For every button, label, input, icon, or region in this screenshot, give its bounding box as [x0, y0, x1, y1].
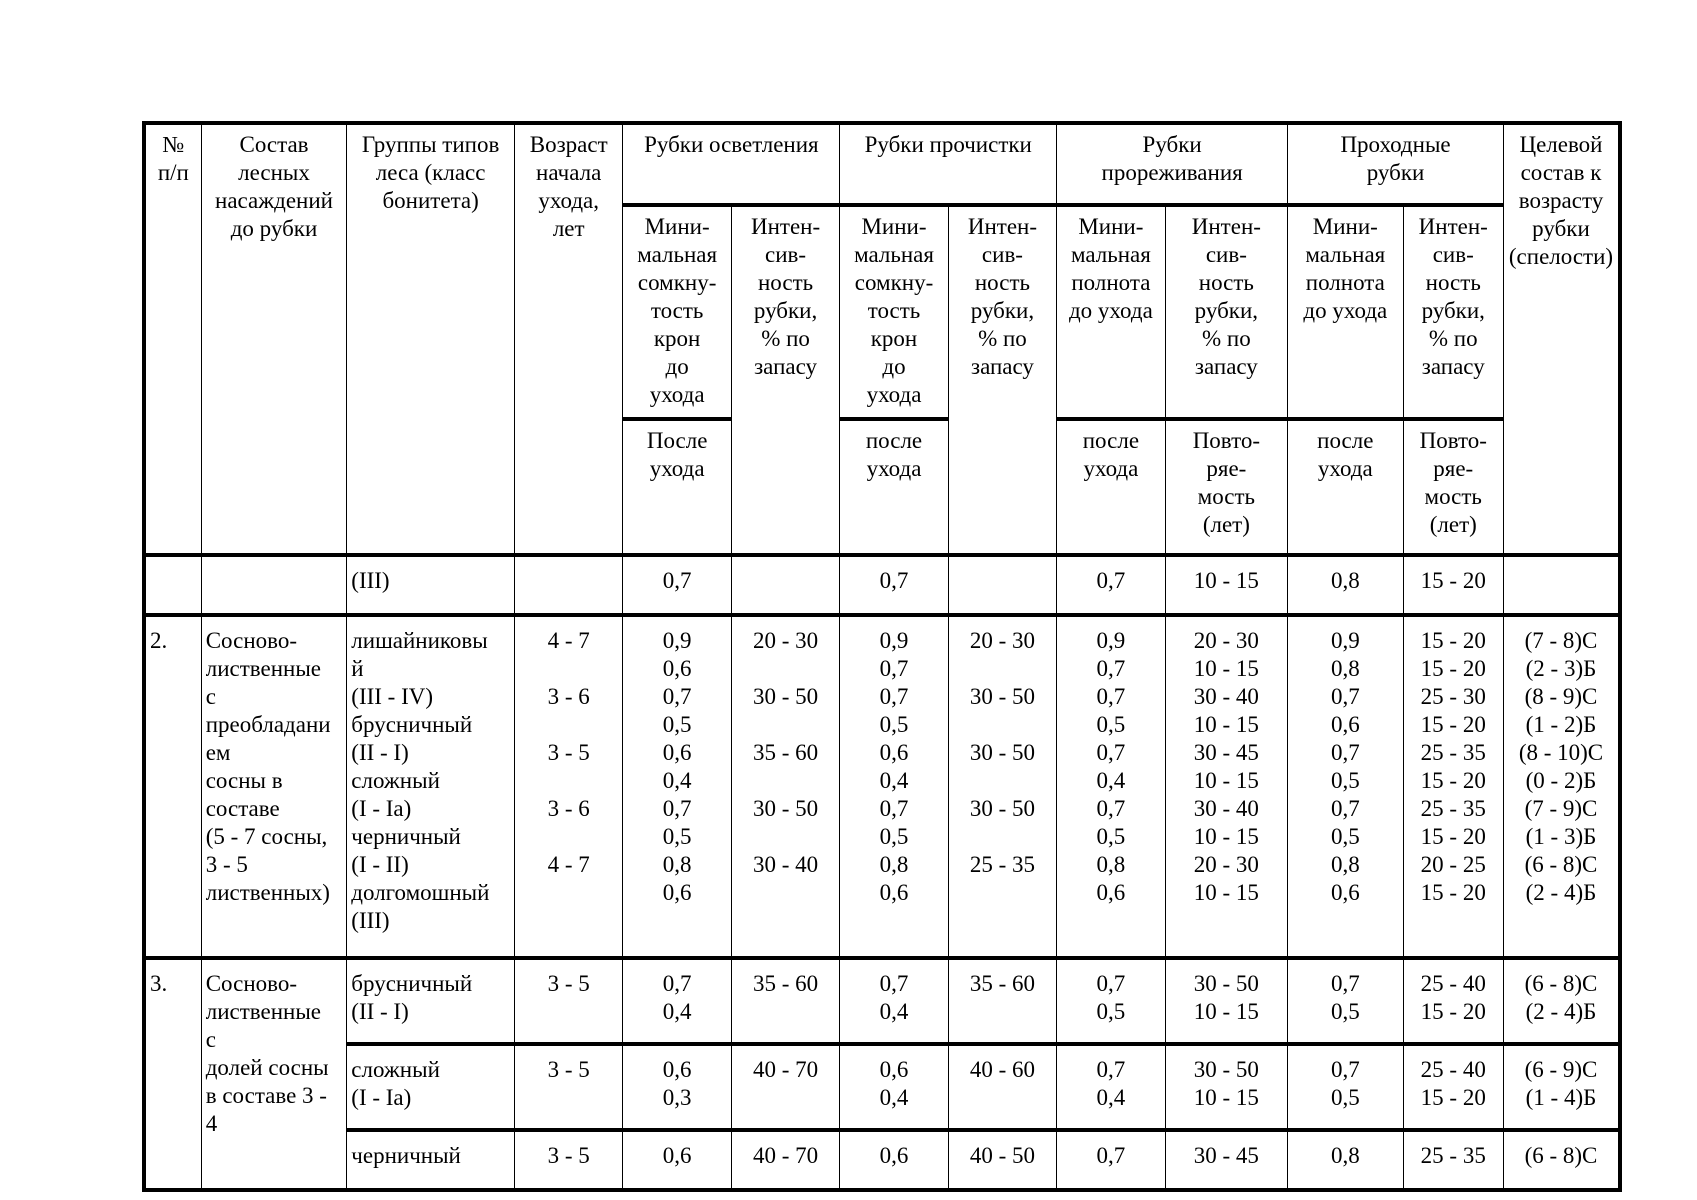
- cell-target: (6 - 8)С: [1503, 1130, 1620, 1190]
- cell-cc-int: 35 - 60: [948, 958, 1056, 1044]
- cell-target: (7 - 8)С (2 - 3)Б (8 - 9)С (1 - 2)Б (8 - 10)С (0 - 2)Б (7 - 9)С (1 - 3)Б (6 - 8)С (2 - 4)Б: [1503, 615, 1620, 958]
- cell-lc-min: 0,7: [623, 555, 731, 615]
- cell-lc-int: 40 - 70: [731, 1044, 839, 1130]
- cell-lc-min: 0,7 0,4: [623, 958, 731, 1044]
- cell-cc-min: 0,9 0,7 0,7 0,5 0,6 0,4 0,7 0,5 0,8 0,6: [840, 615, 948, 958]
- cell-cc-min: 0,7: [840, 555, 948, 615]
- table-row: [144, 958, 1620, 1044]
- cell-composition: Сосново- лиственные с долей сосны в составе 3 - 4: [201, 958, 347, 1190]
- cell-group: брусничный (II - I): [347, 958, 515, 1044]
- cell-group: лишайниковы й (III - IV) брусничный (II - I) сложный (I - Ia) черничный (I - II) долгомошный (III): [347, 615, 515, 958]
- cell-pc-min: 0,8: [1288, 1130, 1403, 1190]
- cell-age: 3 - 5: [514, 958, 622, 1044]
- cell-tc-min: 0,7 0,5: [1057, 958, 1165, 1044]
- cell-tc-min: 0,9 0,7 0,7 0,5 0,7 0,4 0,7 0,5 0,8 0,6: [1057, 615, 1165, 958]
- table-row: [144, 1130, 1620, 1190]
- header-thin-intensity: Интен- сив- ность рубки, % по запасу: [1165, 205, 1287, 419]
- table-row: [144, 1044, 1620, 1130]
- cell-cc-int: [948, 555, 1056, 615]
- cell-tc-min: 0,7: [1057, 555, 1165, 615]
- cell-composition: Сосново- лиственные с преобладани ем сосны в составе (5 - 7 сосны, 3 - 5 лиственных): [201, 615, 347, 958]
- cell-cc-min: 0,6 0,4: [840, 1044, 948, 1130]
- header-clean-min-closure: Мини- мальная сомкну- тость крон до ухода: [840, 205, 948, 419]
- header-target: Целевой состав к возрасту рубки (спелости): [1503, 123, 1620, 555]
- cell-age: 4 - 7 3 - 6 3 - 5 3 - 6 4 - 7: [514, 615, 622, 958]
- cell-pc-min: 0,7 0,5: [1288, 1044, 1403, 1130]
- cell-pc-min: 0,7 0,5: [1288, 958, 1403, 1044]
- cell-tc-int: 20 - 30 10 - 15 30 - 40 10 - 15 30 - 45 10 - 15 30 - 40 10 - 15 20 - 30 10 - 15: [1165, 615, 1287, 958]
- cell-pc-rep: 15 - 20: [1403, 555, 1503, 615]
- cell-target: (6 - 9)С (1 - 4)Б: [1503, 1044, 1620, 1130]
- cell-age: 3 - 5: [514, 1130, 622, 1190]
- header-forest-groups: Группы типов леса (класс бонитета): [347, 123, 515, 555]
- cell-lc-min: 0,6 0,3: [623, 1044, 731, 1130]
- header-clean-after: после ухода: [840, 419, 948, 555]
- cell-cc-int: 20 - 30 30 - 50 30 - 50 30 - 50 25 - 35: [948, 615, 1056, 958]
- header-pass-cut: Проходные рубки: [1288, 123, 1504, 205]
- header-thin-repeat: Повто- ряе- мость (лет): [1165, 419, 1287, 555]
- header-pass-intensity: Интен- сив- ность рубки, % по запасу: [1403, 205, 1503, 419]
- header-thin-min-density: Мини- мальная полнота до ухода: [1057, 205, 1165, 419]
- cell-pc-min: 0,8: [1288, 555, 1403, 615]
- header-pass-after: после ухода: [1288, 419, 1403, 555]
- cell-lc-min: 0,6: [623, 1130, 731, 1190]
- forest-care-table: [142, 121, 1622, 1192]
- cell-lc-min: 0,9 0,6 0,7 0,5 0,6 0,4 0,7 0,5 0,8 0,6: [623, 615, 731, 958]
- cell-tc-min: 0,7 0,4: [1057, 1044, 1165, 1130]
- cell-tc-int: 30 - 50 10 - 15: [1165, 958, 1287, 1044]
- table-row: [144, 555, 1620, 615]
- cell-pc-int: 25 - 35: [1403, 1130, 1503, 1190]
- cell-lc-int: 20 - 30 30 - 50 35 - 60 30 - 50 30 - 40: [731, 615, 839, 958]
- cell-pc-int: 25 - 40 15 - 20: [1403, 958, 1503, 1044]
- cell-cc-min: 0,7 0,4: [840, 958, 948, 1044]
- cell-group: (III): [347, 555, 515, 615]
- header-pass-repeat: Повто- ряе- мость (лет): [1403, 419, 1503, 555]
- cell-cc-int: 40 - 50: [948, 1130, 1056, 1190]
- header-light-min-closure: Мини- мальная сомкну- тость крон до ухода: [623, 205, 731, 419]
- cell-age: 3 - 5: [514, 1044, 622, 1130]
- cell-lc-int: [731, 555, 839, 615]
- cell-pc-int: 15 - 20 15 - 20 25 - 30 15 - 20 25 - 35 15 - 20 25 - 35 15 - 20 20 - 25 15 - 20: [1403, 615, 1503, 958]
- cell-target: (6 - 8)С (2 - 4)Б: [1503, 958, 1620, 1044]
- cell-tc-int: 30 - 50 10 - 15: [1165, 1044, 1287, 1130]
- cell-num: [144, 555, 201, 615]
- header-num: № п/п: [144, 123, 201, 555]
- cell-lc-int: 40 - 70: [731, 1130, 839, 1190]
- cell-tc-int: 30 - 45: [1165, 1130, 1287, 1190]
- cell-group: сложный (I - Ia): [347, 1044, 515, 1130]
- cell-age: [514, 555, 622, 615]
- header-light-cut: Рубки осветления: [623, 123, 840, 205]
- cell-cc-int: 40 - 60: [948, 1044, 1056, 1130]
- cell-num: 2.: [144, 615, 201, 958]
- header-clean-cut: Рубки прочистки: [840, 123, 1057, 205]
- header-start-age: Возраст начала ухода, лет: [514, 123, 622, 555]
- cell-target: [1503, 555, 1620, 615]
- cell-tc-min: 0,7: [1057, 1130, 1165, 1190]
- cell-group: черничный: [347, 1130, 515, 1190]
- cell-cc-min: 0,6: [840, 1130, 948, 1190]
- cell-composition: [201, 555, 347, 615]
- table-row: [144, 615, 1620, 958]
- cell-pc-min: 0,9 0,8 0,7 0,6 0,7 0,5 0,7 0,5 0,8 0,6: [1288, 615, 1403, 958]
- header-composition: Состав лесных насаждений до рубки: [201, 123, 347, 555]
- header-clean-intensity: Интен- сив- ность рубки, % по запасу: [948, 205, 1056, 555]
- cell-num: 3.: [144, 958, 201, 1190]
- header-thin-after: после ухода: [1057, 419, 1165, 555]
- header-thin-cut: Рубки прореживания: [1057, 123, 1288, 205]
- header-pass-min-density: Мини- мальная полнота до ухода: [1288, 205, 1403, 419]
- cell-pc-int: 25 - 40 15 - 20: [1403, 1044, 1503, 1130]
- header-light-after: После ухода: [623, 419, 731, 555]
- header-light-intensity: Интен- сив- ность рубки, % по запасу: [731, 205, 839, 555]
- cell-tc-rep: 10 - 15: [1165, 555, 1287, 615]
- cell-lc-int: 35 - 60: [731, 958, 839, 1044]
